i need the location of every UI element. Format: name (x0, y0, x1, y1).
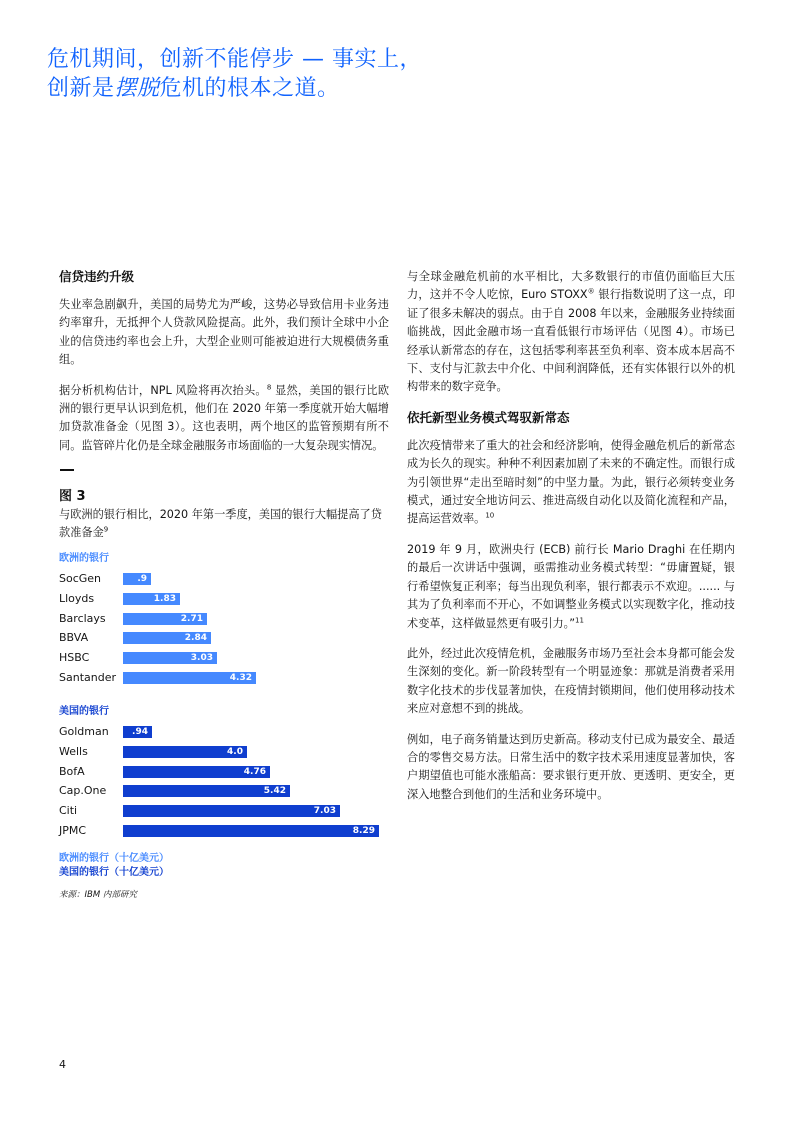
bar-value-label: .9 (137, 574, 147, 585)
figure-source: 来源：IBM 内部研究 (59, 889, 137, 900)
right-paragraph-4: 此外，经过此次疫情危机，金融服务市场乃至社会本身都可能会发生深刻的变化。新一阶段转型有一个明显迹象：那就是消费者采用数字化技术的步伐显著加快，在疫情封锁期间，他们使用移动技术来应对意想不到的挑战。 (407, 646, 735, 716)
left-paragraph-2-cont: 显然，美国的银行比欧洲的银行更早认识到危机，他们在 2020 年第一季度就开始大幅增加贷款准备金（见图 3）。这也表明，两个地区的监管预期有所不同。监管碎片化仍是全球金融服务市场面临的一大复杂现实情况。 (59, 383, 390, 452)
bar-category-label: SocGen (59, 572, 102, 586)
footnote-ref-8: 8 (266, 382, 272, 391)
bar-value-label: .94 (132, 727, 148, 738)
bar (123, 573, 151, 585)
figure-caption-text: 与欧洲的银行相比，2020 年第一季度，美国的银行大幅提高了贷款准备金 (59, 508, 382, 540)
bar-category-label: Santander (59, 670, 116, 684)
bar-category-label: Citi (59, 804, 78, 818)
left-paragraph-2 (59, 382, 389, 456)
right-column (407, 268, 735, 816)
headline-emphasis: 摆脱 (114, 76, 160, 101)
right-paragraph-1 (407, 268, 735, 397)
page-number: 4 (59, 1058, 66, 1071)
bar-value-label: 3.03 (190, 653, 213, 663)
right-paragraph-1-text: 与全球金融危机前的水平相比，大多数银行的市值仍面临巨大压力，这并不令人吃惊，Euro STOXX (407, 270, 735, 302)
bar-category-label: Lloyds (59, 591, 95, 605)
bar-row (59, 743, 389, 763)
bar-category-label: Cap.One (59, 784, 107, 798)
bar-value-label: 4.0 (227, 747, 243, 758)
bar (123, 766, 270, 778)
bar-row (59, 763, 389, 783)
bar-row (59, 570, 389, 590)
left-paragraph-1: 失业率急剧飙升，美国的局势尤为严峻，这势必导致信用卡业务违约率窜升，无抵押个人贷款风险提高。此外，我们预计全球中小企业的信贷违约率也会上升，大型企业则可能被迫进行大规模债务重组。 (59, 298, 389, 367)
bar-row (59, 723, 389, 743)
section-heading-credit-default: 信贷违约升级 (59, 269, 135, 284)
bar (123, 613, 207, 625)
headline-line-2 (47, 74, 467, 103)
right-paragraph-1-cont: 银行指数说明了这一点，印证了很多未解决的弱点。由于自 2008 年以来，金融服务业持续面临挑战，因此金融市场一直看低银行市场评估（见图 4）。市场已经承认新常态的存在，这包括零利率甚至负利率、资本成本居高不下、支付与汇款去中介化、中间利润降低，还有实体银行以外的机构带来的数字竞争。 (407, 288, 735, 394)
bar-value-label: 5.42 (263, 786, 286, 797)
footnote-ref-9: 9 (103, 525, 109, 534)
bar-value-label: 8.29 (352, 825, 375, 836)
headline-line-1: 危机期间，创新不能停步 — 事实上， (47, 47, 422, 72)
bar-category-label: Wells (59, 745, 88, 759)
registered-mark: ® (587, 287, 595, 296)
bar-value-label: 4.32 (229, 672, 252, 683)
bar-category-label: Barclays (59, 611, 106, 625)
us-group-label: 美国的银行 (59, 706, 109, 718)
us-bar-group (59, 723, 389, 841)
bar (123, 825, 379, 837)
bar-row (59, 782, 389, 802)
bar-category-label: HSBC (59, 651, 90, 664)
bar-category-label: Goldman (59, 725, 109, 739)
figure-divider (60, 469, 74, 471)
right-paragraph-2-text: 此次疫情带来了重大的社会和经济影响，使得金融危机后的新常态成为长久的现实。种种不利因素加剧了未来的不确定性。而银行成为引领世界“走出至暗时刻”的中坚力量。为此，银行必须转变业务模式，通过安全地访问云、推进高级自动化以及简化流程和产品，提高运营效率。 (407, 438, 735, 526)
figure-caption (59, 506, 389, 542)
figure-title: 图 3 (59, 489, 86, 505)
left-paragraph-2-text: 据分析机构估计，NPL 风险将再次抬头。 (59, 383, 267, 397)
right-paragraph-3 (407, 541, 735, 633)
bar-category-label: BofA (59, 764, 85, 778)
bar-row (59, 649, 389, 669)
headline-line-2-post: 危机的根本之道。 (159, 76, 340, 101)
legend-us: 美国的银行（十亿美元） (59, 866, 169, 878)
left-column (59, 268, 389, 900)
bar-value-label: 4.76 (243, 766, 266, 777)
bar (123, 746, 247, 758)
bar-row (59, 590, 389, 610)
bar (123, 785, 290, 797)
bar-value-label: 1.83 (153, 593, 176, 604)
bar-value-label: 2.71 (180, 613, 203, 624)
bar-row (59, 669, 389, 689)
bar-category-label: JPMC (59, 823, 87, 837)
bar (123, 632, 211, 644)
headline-line-2-pre: 创新是 (47, 76, 115, 101)
bar-chart (59, 549, 389, 879)
eu-group-label: 欧洲的银行 (59, 553, 109, 565)
bar-row (59, 610, 389, 630)
bar-row (59, 629, 389, 649)
bar (123, 652, 217, 664)
footnote-ref-10: 10 (485, 511, 495, 520)
bar (123, 726, 152, 738)
bar-value-label: 2.84 (184, 633, 207, 644)
section-heading-new-normal: 依托新型业务模式驾驭新常态 (407, 409, 570, 425)
right-paragraph-3-text: 2019 年 9 月，欧洲央行 (ECB) 前行长 Mario Draghi 在任期内的最后一次讲话中强调，亟需推动业务模式转型：“毋庸置疑，银行希望恢复正利率；每当出现负利率，银行都表示不欢迎。...... 与其为了负利率而不开心，不如调整业务模式以实现数字化，推动技术变革，这样做显然更有吸引力。” (407, 542, 735, 630)
bar-category-label: BBVA (59, 631, 89, 645)
bar (123, 672, 256, 684)
right-paragraph-2 (407, 437, 735, 529)
eu-bar-group (59, 570, 389, 688)
bar-row (59, 822, 389, 842)
bar-row (59, 802, 389, 822)
headline (47, 45, 467, 103)
bar (123, 805, 340, 817)
bar (123, 593, 180, 605)
bar-value-label: 7.03 (313, 806, 336, 817)
footnote-ref-11: 11 (575, 615, 584, 624)
right-paragraph-5: 例如，电子商务销量达到历史新高。移动支付已成为最安全、最适合的零售交易方法。日常生活中的数字技术采用速度显著加快，客户期望值也可能水涨船高：要求银行更开放、更透明、更安全，更深入地整合到他们的生活和业务环境中。 (407, 732, 735, 801)
legend-eu: 欧洲的银行（十亿美元） (59, 852, 169, 864)
